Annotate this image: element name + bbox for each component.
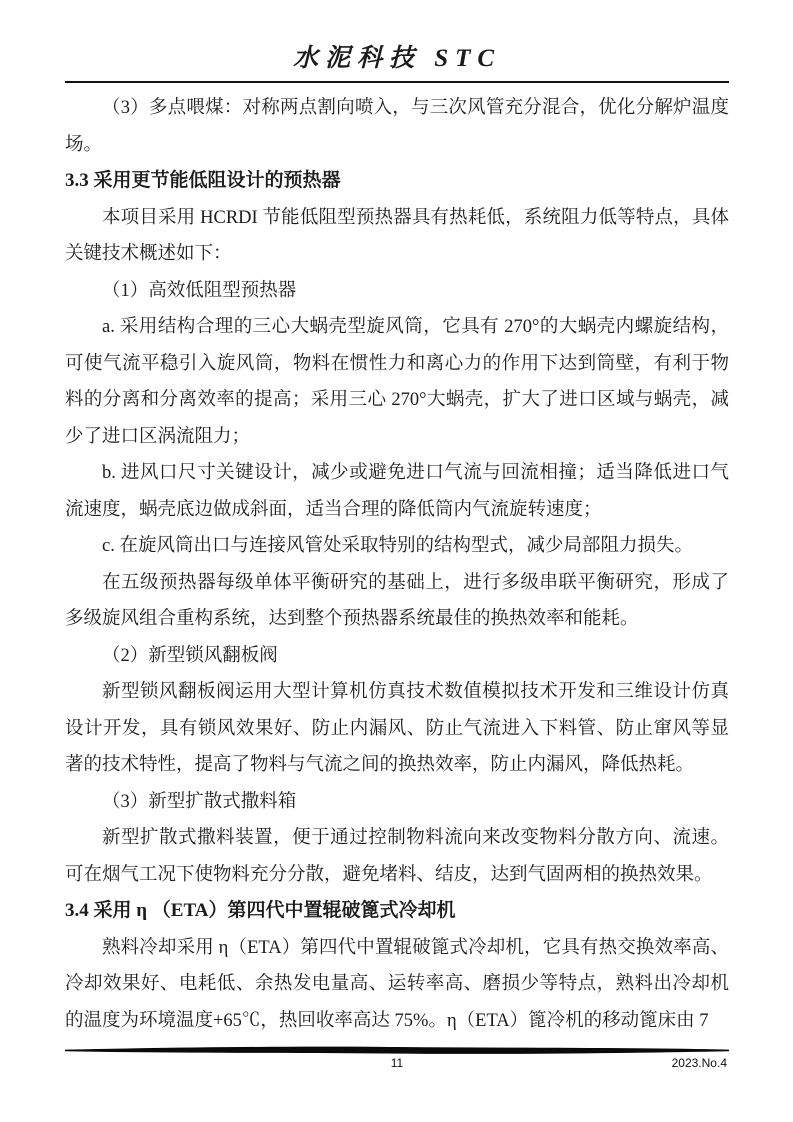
journal-title: 水泥科技 STC	[292, 45, 502, 72]
page-footer	[65, 1046, 729, 1073]
document-body	[65, 90, 729, 1039]
section-heading: 3.3 采用更节能低阻设计的预热器	[65, 170, 341, 191]
issue-label: 2023.No.4	[671, 1056, 727, 1070]
paragraph: 新型锁风翻板阀运用大型计算机仿真技术数值模拟技术开发和三维设计仿真设计开发，具有锁风效果好、防止内漏风、防止气流进入下料管、防止窜风等显著的技术特性，提高了物料与气流之间的换热效率，防止内漏风，降低热耗。	[65, 682, 729, 775]
paragraph: 本项目采用 HCRDI 节能低阻型预热器具有热耗低，系统阻力低等特点，具体关键技术概述如下：	[65, 207, 729, 264]
paragraph: a. 采用结构合理的三心大蜗壳型旋风筒，它具有 270°的大蜗壳内螺旋结构，可使气流平稳引入旋风筒，物料在惯性力和离心力的作用下达到筒壁，有利于物料的分离和分离效率的提高；采用三心 270°大蜗壳，扩大了进口区域与蜗壳，减少了进口区涡流阻力；	[65, 317, 729, 447]
paragraph: c. 在旋风筒出口与连接风管处采取特别的结构型式，减少局部阻力损失。	[102, 536, 693, 556]
paragraph: 熟料冷却采用 η（ETA）第四代中置辊破篦式冷却机，它具有热交换效率高、冷却效果好、电耗低、余热发电量高、运转率高、磨损少等特点，熟料出冷却机的温度为环境温度+65℃，热回收率高达 75%。η（ETA）篦冷机的移动篦床由 7	[65, 937, 729, 1031]
page-header	[65, 0, 729, 83]
paragraph: （3）多点喂煤：对称两点割向喷入，与三次风管充分混合，优化分解炉温度场。	[65, 98, 729, 155]
page-number: 11	[390, 1056, 404, 1070]
paragraph: 在五级预热器每级单体平衡研究的基础上，进行多级串联平衡研究，形成了多级旋风组合重构系统，达到整个预热器系统最佳的换热效率和能耗。	[65, 572, 729, 629]
paragraph: （3）新型扩散式撒料箱	[102, 791, 297, 812]
paragraph: （2）新型锁风翻板阀	[102, 645, 278, 666]
section-heading: 3.4 采用 η （ETA）第四代中置辊破篦式冷却机	[65, 900, 456, 921]
paragraph: 新型扩散式撒料装置，便于通过控制物料流向来改变物料分散方向、流速。可在烟气工况下使物料充分分散，避免堵料、结皮，达到气固两相的换热效果。	[65, 828, 729, 885]
footer-text-row	[65, 1055, 729, 1073]
footer-divider-bar	[65, 1046, 729, 1055]
paragraph: （1）高效低阻型预热器	[102, 280, 297, 301]
paragraph: b. 进风口尺寸关键设计，减少或避免进口气流与回流相撞；适当降低进口气流速度，蜗壳底边做成斜面，适当合理的降低筒内气流旋转速度；	[65, 463, 729, 520]
